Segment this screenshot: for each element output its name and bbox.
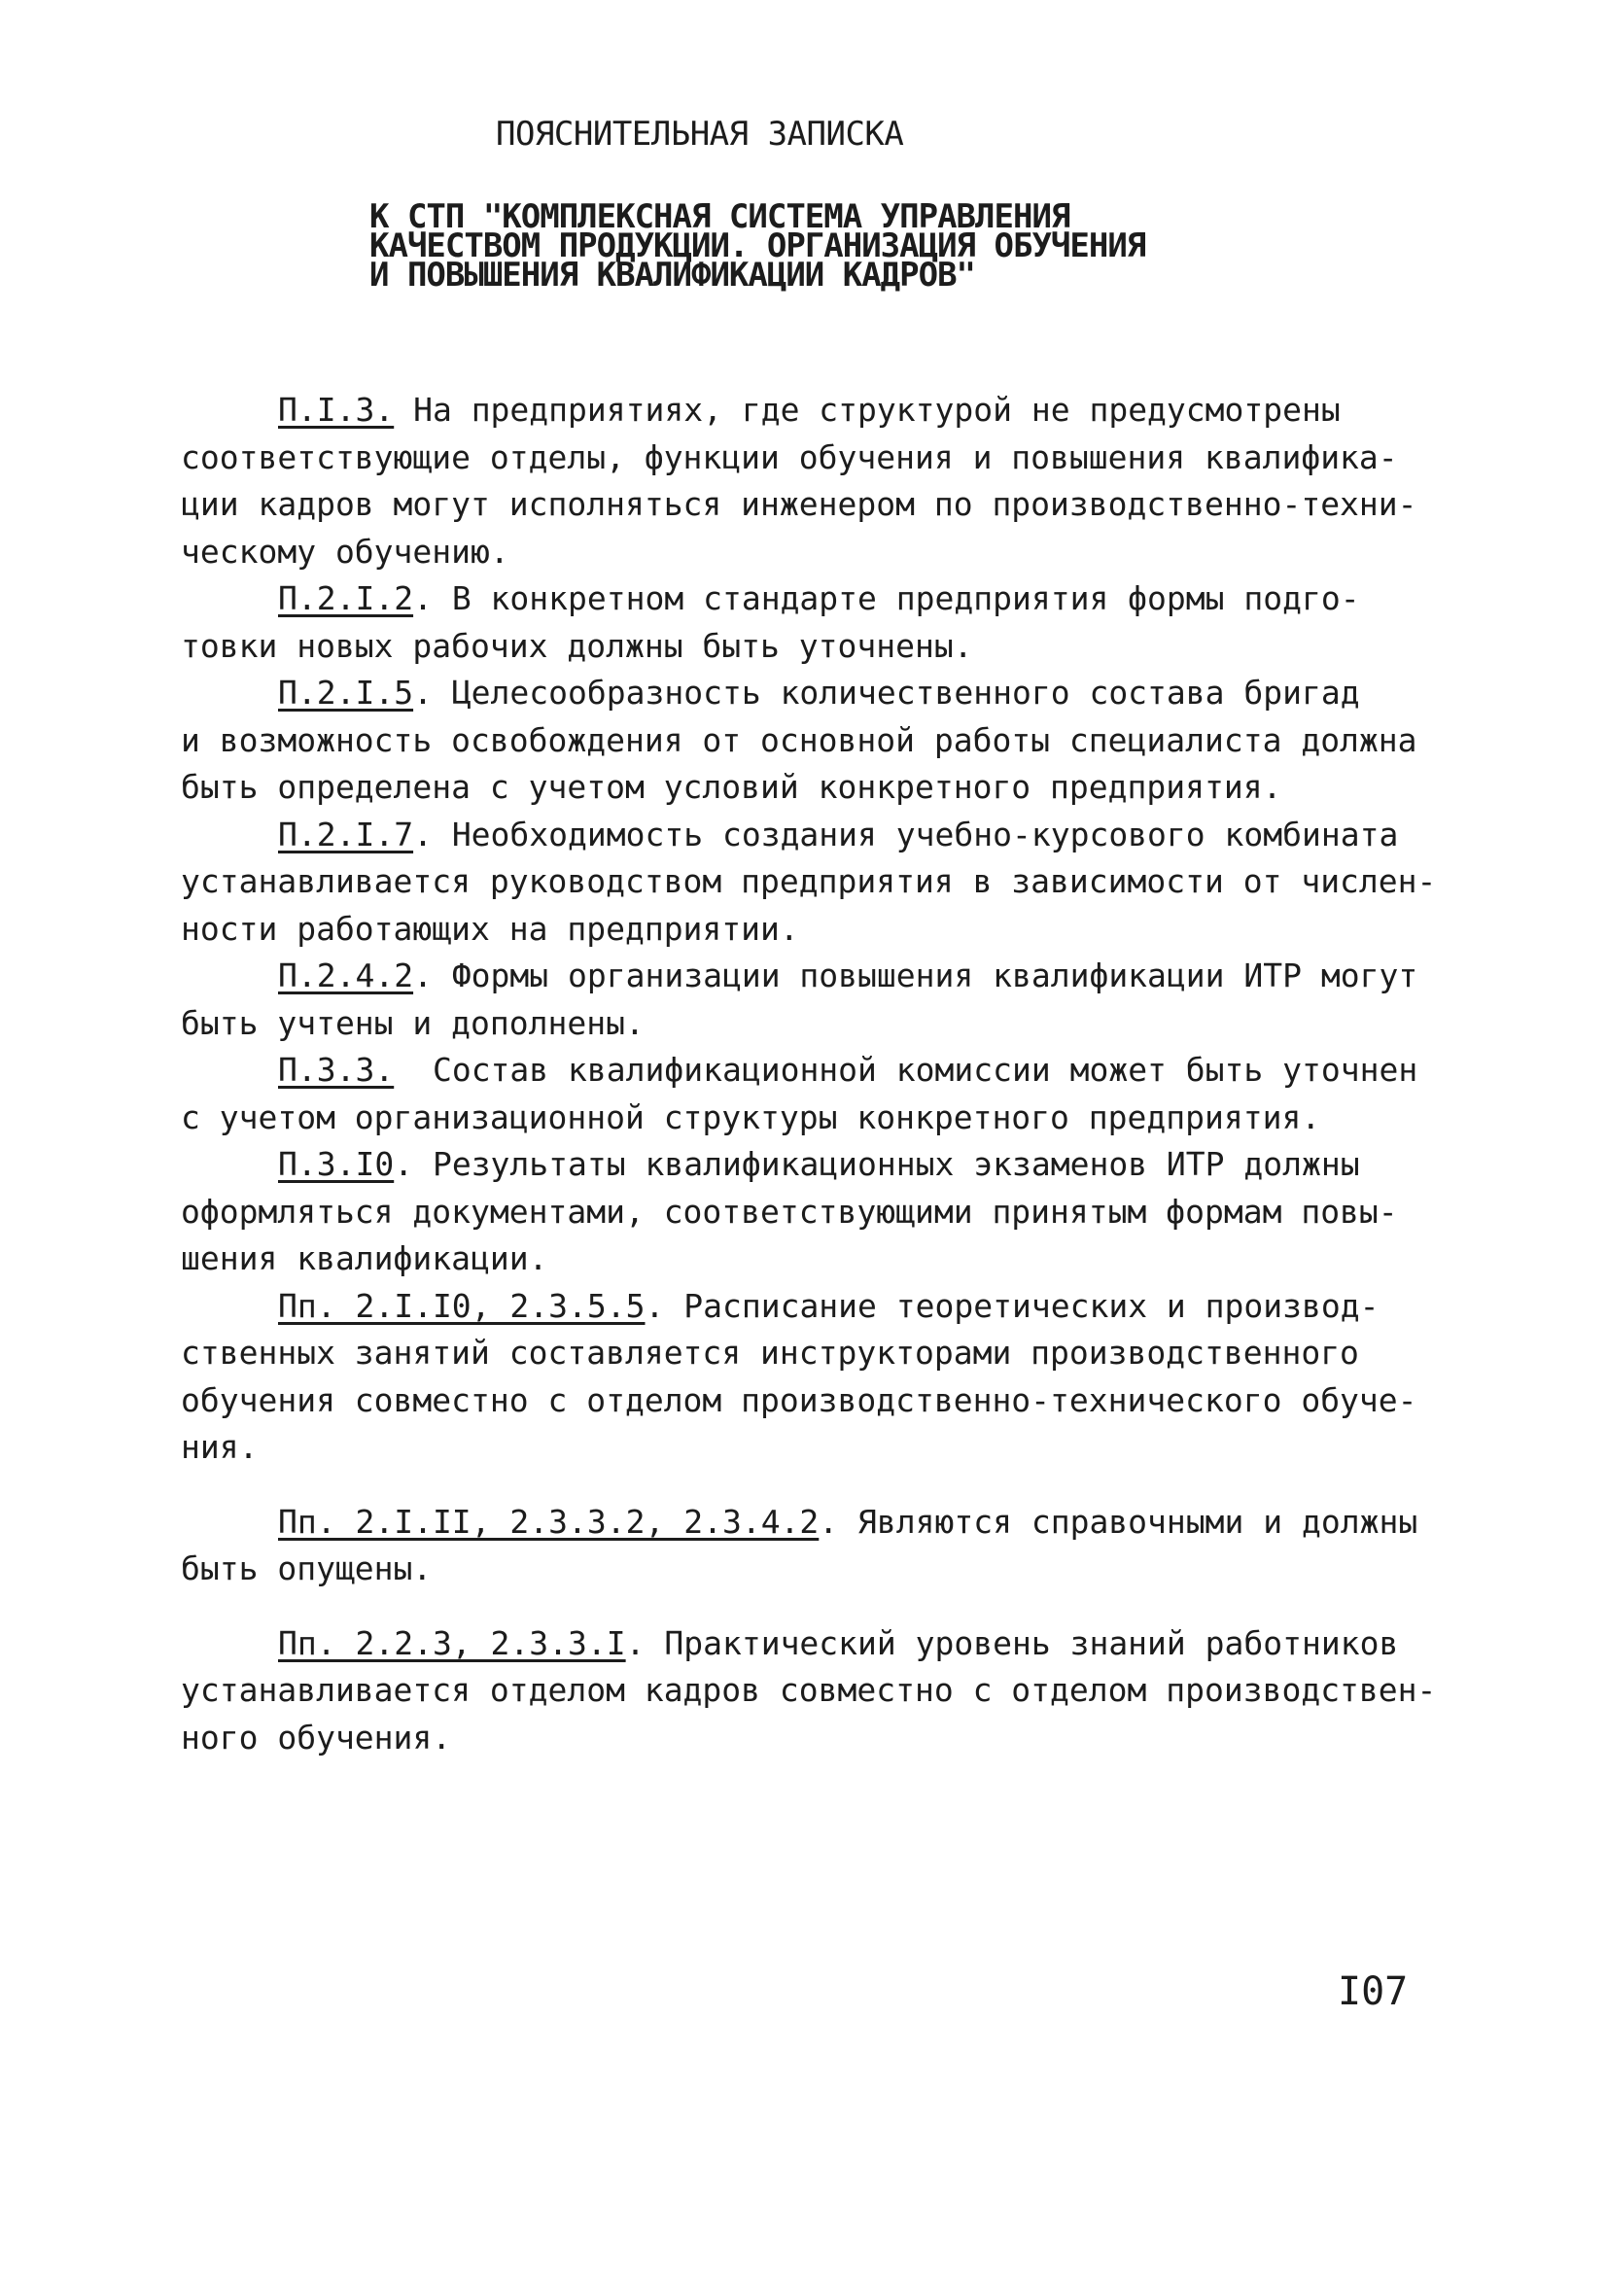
clause-reference: Пп. 2.2.3, 2.3.3.I [278,1623,626,1662]
paragraph-p-3-3 [181,1047,1445,1141]
paragraph-line: устанавливается отделом кадров совместно с отделом производствен- [181,1671,1437,1709]
paragraph-line: быть определена с учетом условий конкретного предприятия. [181,768,1282,806]
document-title: ПОЯСНИТЕЛЬНАЯ ЗАПИСКА [496,115,904,154]
paragraph-line: . В конкретном стандарте предприятия формы подго- [413,579,1360,617]
paragraph-line: ного обучения. [181,1718,452,1757]
paragraph-line: . Являются справочными и должны [819,1502,1418,1541]
paragraph-line: . Результаты квалификационных экзаменов ИТР должны [394,1145,1360,1183]
clause-reference: Пп. 2.I.II, 2.3.3.2, 2.3.4.2 [278,1502,820,1541]
paragraph-line: устанавливается руководством предприятия в зависимости от числен- [181,862,1437,900]
clause-reference: П.3.3. [278,1051,395,1089]
clause-reference: Пп. 2.I.I0, 2.3.5.5 [278,1286,646,1325]
clause-reference: П.I.3. [278,391,395,429]
paragraph-p-2-4-2 [181,953,1445,1047]
clause-reference: П.2.I.5 [278,674,414,712]
page-number: I07 [1338,1969,1409,2014]
paragraph-line: Состав квалификационной комиссии может быть уточнен [394,1051,1418,1089]
paragraph-p-2-1-5 [181,670,1445,812]
paragraph-p-2-1-2 [181,575,1445,670]
subtitle-line: И ПОВЫШЕНИЯ КВАЛИФИКАЦИИ КАДРОВ" [369,256,976,295]
paragraph-line: ственных занятий составляется инструкторами производственного [181,1334,1359,1372]
paragraph-line: . Необходимость создания учебно-курсового комбината [413,815,1399,853]
paragraph-pp-2-1-10 [181,1283,1445,1472]
paragraph-line: ности работающих на предприятии. [181,909,799,948]
subtitle-line: К СТП "КОМПЛЕКСНАЯ СИСТЕМА УПРАВЛЕНИЯ [369,197,1070,236]
paragraph-line: и возможность освобождения от основной работы специалиста должна [181,720,1417,759]
paragraph-line: На предприятиях, где структурой не предусмотрены [394,391,1341,429]
paragraph-line: оформляться документами, соответствующими принятым формам повы- [181,1192,1398,1231]
paragraph-line: с учетом организационной структуры конкретного предприятия. [181,1097,1321,1136]
document-subtitle [369,197,1146,295]
paragraph-line: . Формы организации повышения квалификации ИТР могут [413,957,1418,994]
paragraph-line: ческому обучению. [181,532,509,571]
paragraph-line: быть опущены. [181,1549,433,1587]
paragraph-line: соответствующие отделы, функции обучения и повышения квалифика- [181,437,1398,476]
paragraph-pp-2-1-11 [181,1499,1445,1593]
paragraph-line: . Расписание теоретических и производ- [645,1286,1380,1325]
paragraph-pp-2-2-3 [181,1620,1445,1762]
paragraph-line: ния. [181,1428,259,1466]
paragraph-p-3-10 [181,1141,1445,1283]
clause-reference: П.2.I.7 [278,815,414,853]
subtitle-line: КАЧЕСТВОМ ПРОДУКЦИИ. ОРГАНИЗАЦИЯ ОБУЧЕНИЯ [369,226,1146,265]
document-body [181,387,1445,1761]
paragraph-line: быть учтены и дополнены. [181,1003,645,1042]
paragraph-line: шения квалификации. [181,1239,548,1277]
paragraph-line: товки новых рабочих должны быть уточнены. [181,626,973,665]
paragraph-line: обучения совместно с отделом производственно-технического обуче- [181,1380,1417,1419]
paragraph-p-2-1-7 [181,812,1445,954]
paragraph-line: . Целесообразность количественного состава бригад [413,674,1360,712]
clause-reference: П.3.I0 [278,1145,395,1183]
paragraph-line: ции кадров могут исполняться инженером по производственно-техни- [181,485,1417,523]
clause-reference: П.2.4.2 [278,957,414,994]
clause-reference: П.2.I.2 [278,579,414,617]
paragraph-p-1-3 [181,387,1445,575]
paragraph-line: . Практический уровень знаний работников [625,1623,1399,1662]
